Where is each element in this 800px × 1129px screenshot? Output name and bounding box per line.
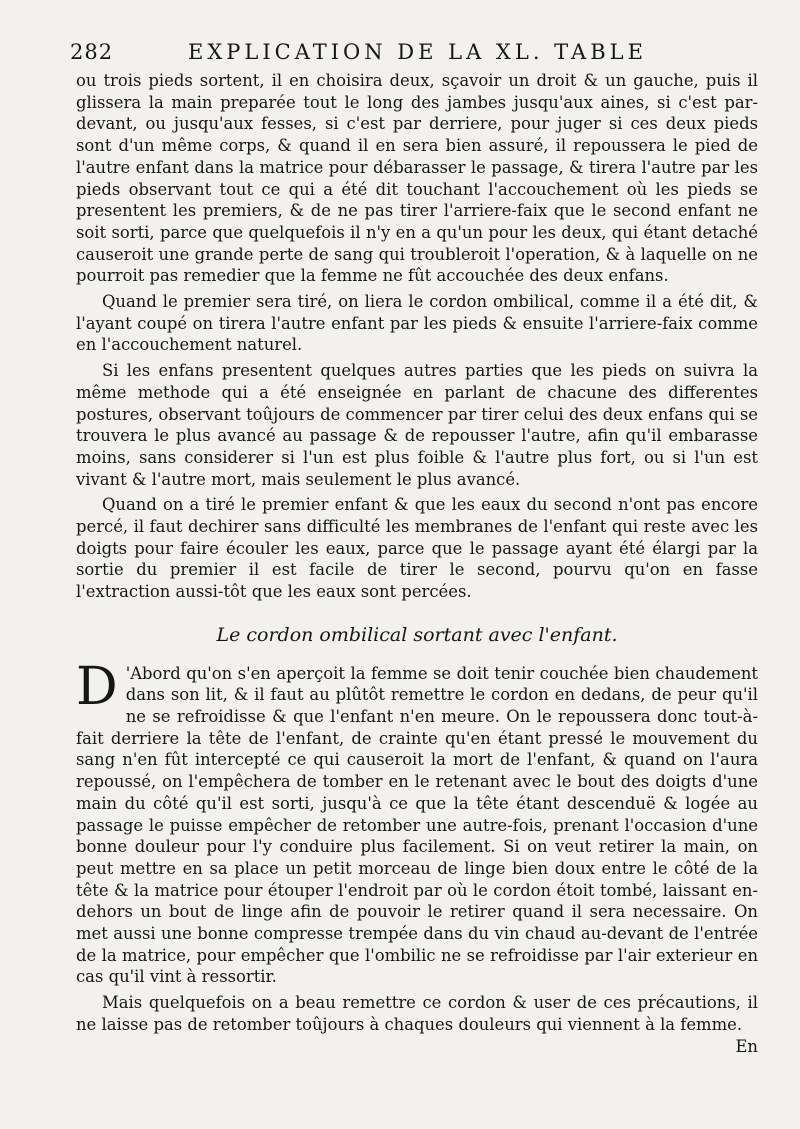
section-title: Le cordon ombilical sortant avec l'enfant. <box>216 623 618 646</box>
page-header <box>70 40 760 74</box>
paragraph-2: Quand le premier sera tiré, on liera le cordon ombilical, comme il a été dit, & l'ayant coupé on tirera l'autre enfant par les pieds & ensuite l'arriere-faix comme en l'accouchement naturel. <box>76 292 758 355</box>
catchword: En <box>735 1036 758 1056</box>
section-paragraph-1-text: 'Abord qu'on s'en aperçoit la femme se doit tenir couchée bien chaudement dans son lit, & il faut au plûtôt remettre le cordon en dedans, de peur qu'il ne se refroidisse & que l'enfant n'en meure. On le repoussera donc tout-à-fait derriere la tête de l'enfant, de crainte qu'en étant pressé le mouvement du sang n'en fût intercepté ce qui causeroit la mort de l'enfant, & quand on l'aura repoussé, on l'empêchera de tomber en le retenant avec le bout des doigts d'une main du côté qu'il est sorti, jusqu'à ce que la tête étant descenduë & logée au passage le puisse empêcher de retomber une autre-fois, prenant l'occasion d'une bonne douleur pour l'y conduire plus facilement. Si on veut retirer la main, on peut mettre en sa place un petit morceau de linge bien doux entre le côté de la tête & la matrice pour étouper l'endroit par où le cordon étoit tombé, laissant en-dehors un bout de linge afin de pouvoir le retirer quand il sera necessaire. On met aussi une bonne compresse trempée dans du vin chaud au-devant de l'entrée de la matrice, pour empêcher que l'ombilic ne se refroidisse par l'air exterieur en cas qu'il vint à ressortir. <box>76 663 758 987</box>
drop-cap: D <box>76 656 118 717</box>
body-text <box>76 70 758 1057</box>
paragraph-3: Si les enfans presentent quelques autres parties que les pieds on suivra la même methode qui a été enseignée en parlant de chacune des differentes postures, observant toûjours de commencer par tirer celui des deux enfans qui se trouvera le plus avancé au passage & de repousser l'autre, afin qu'il embarasse moins, sans considerer si l'un est plus foible & l'autre plus fort, ou si l'un est vivant & l'autre mort, mais seulement le plus avancé. <box>76 361 758 489</box>
section-paragraph-1 <box>76 656 758 989</box>
paragraph-1: ou trois pieds sortent, il en choisira deux, sçavoir un droit & un gauche, puis il glissera la main preparée tout le long des jambes jusqu'aux aines, si c'est par-devant, ou jusqu'aux fesses, si c'est par derriere, pour juger si ces deux pieds sont d'un même corps, & quand il en sera bien assuré, il repoussera le pied de l'autre enfant dans la matrice pour débarasser le passage, & tirera l'autre par les pieds observant tout ce qui a été dit touchant l'accouchement où les pieds se presentent les premiers, & de ne pas tirer l'arriere-faix que le second enfant ne soit sorti, parce que quelquefois il n'y en a qu'un pour les deux, qui étant detaché causeroit une grande perte de sang qui troubleroit l'operation, & à laquelle on ne pourroit pas remedier que la femme ne fût accouchée des deux enfans. <box>76 71 758 286</box>
page-number: 282 <box>70 40 114 64</box>
paragraph-4: Quand on a tiré le premier enfant & que les eaux du second n'ont pas encore percé, il faut dechirer sans difficulté les membranes de l'enfant qui reste avec les doigts pour faire écouler les eaux, parce que le passage ayant été élargi par la sortie du premier il est facile de tirer le second, pourvu qu'on en fasse l'extraction aussi-tôt que les eaux sont percées. <box>76 495 758 602</box>
running-head: EXPLICATION DE LA XL. TABLE <box>188 40 647 64</box>
section-paragraph-2: Mais quelquefois on a beau remettre ce cordon & user de ces précautions, il ne laisse pas de retomber toûjours à chaques douleurs qui viennent à la femme. <box>76 993 758 1034</box>
